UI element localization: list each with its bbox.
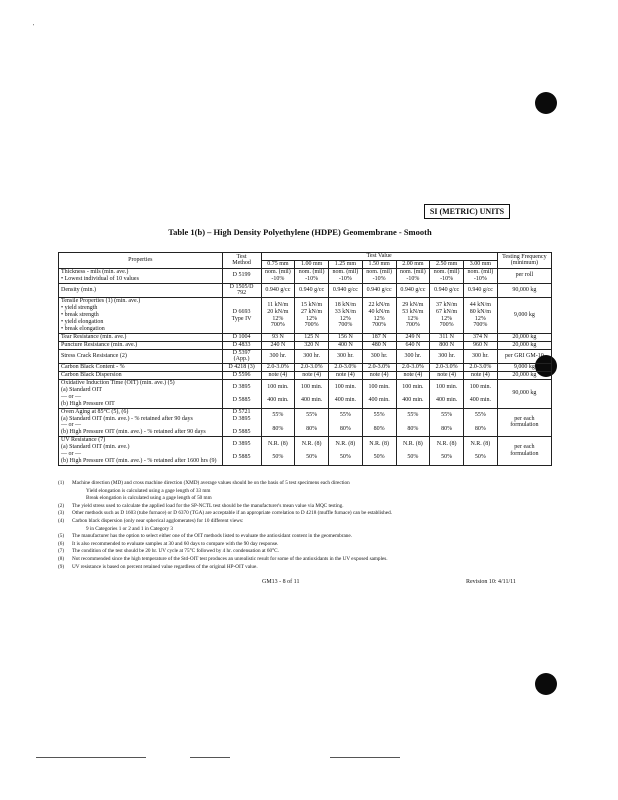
test-value-cell: 640 N xyxy=(396,341,430,349)
footnote-mark xyxy=(58,495,86,503)
corner-mark: ' xyxy=(33,24,35,30)
test-value-cell: 0.940 g/cc xyxy=(329,283,363,298)
test-value-cell: 2.0-3.0% xyxy=(329,364,363,372)
test-value-cell: 55% 80% xyxy=(261,408,295,437)
footnote-text: The manufacturer has the option to select either one of the OIT methods listed to evaluate the antioxidant content in the geomembrane. xyxy=(72,533,352,540)
test-value-cell: 100 min. 400 min. xyxy=(295,380,329,409)
test-value-cell: 311 N xyxy=(430,333,464,341)
test-value-cell: 0.940 g/cc xyxy=(295,283,329,298)
test-value-cell: 0.940 g/cc xyxy=(464,283,498,298)
test-value-cell: N.R. (8) 50% xyxy=(430,437,464,466)
test-value-cell: 29 kN/m 53 kN/m 12% 700% xyxy=(396,298,430,333)
footnote-text: The condition of the test should be 20 hr. UV cycle at 75°C followed by 4 hr. condensation at 60°C. xyxy=(72,548,279,555)
test-value-cell: note (4) xyxy=(464,372,498,380)
test-method-cell: D 5596 xyxy=(222,372,261,380)
header-thickness: 2.00 mm xyxy=(396,260,430,268)
table-row xyxy=(59,408,552,437)
test-value-cell: note (4) xyxy=(261,372,295,380)
page-label: GM13 - 8 of 11 xyxy=(262,579,300,585)
table-row xyxy=(59,372,552,380)
punch-hole-top xyxy=(535,92,557,114)
test-value-cell: 0.940 g/cc xyxy=(362,283,396,298)
header-row xyxy=(59,253,552,261)
property-cell: Tear Resistance (min. ave.) xyxy=(59,333,223,341)
footnote-text: Machine direction (MD) and cross machine direction (XMD) average values should be on the basis of 5 test specimens each direction xyxy=(72,480,350,486)
test-value-cell: nom. (mil) -10% xyxy=(464,268,498,283)
test-value-cell: 11 kN/m 20 kN/m 12% 700% xyxy=(261,298,295,333)
test-value-cell: N.R. (8) 50% xyxy=(329,437,363,466)
footnotes xyxy=(58,480,558,571)
test-value-cell: 0.940 g/cc xyxy=(261,283,295,298)
frequency-cell: per roll xyxy=(497,268,551,283)
footnote-text: It is also recommended to evaluate samples at 30 and 60 days to compare with the 90 day response. xyxy=(72,540,279,547)
test-method-cell: D 5397 (App.) xyxy=(222,349,261,364)
test-value-cell: 18 kN/m 33 kN/m 12% 700% xyxy=(329,298,363,333)
frequency-cell: 20,000 kg xyxy=(497,333,551,341)
frequency-cell: 20,000 kg xyxy=(497,372,551,380)
header-test-value: Test Value xyxy=(261,253,497,261)
punch-hole-bottom xyxy=(535,673,557,695)
test-value-cell: 300 hr. xyxy=(261,349,295,364)
property-cell: Thickness - mils (min. ave.) • Lowest individual of 10 values xyxy=(59,268,223,283)
footnote-mark: (1) xyxy=(58,480,65,486)
test-method-cell: D 3895 D 5885 xyxy=(222,380,261,409)
table-row xyxy=(59,341,552,349)
test-value-cell: 300 hr. xyxy=(430,349,464,364)
frequency-cell: 9,000 kg xyxy=(497,364,551,372)
test-value-cell: nom. (mil) -10% xyxy=(430,268,464,283)
property-cell: Puncture Resistance (min. ave.) xyxy=(59,341,223,349)
header-test-method: Test Method xyxy=(222,253,261,269)
table-row xyxy=(59,380,552,409)
test-value-cell: N.R. (8) 50% xyxy=(396,437,430,466)
test-value-cell: note (4) xyxy=(329,372,363,380)
test-method-cell: D 4833 xyxy=(222,341,261,349)
test-value-cell: 100 min. 400 min. xyxy=(430,380,464,409)
footnote xyxy=(58,480,558,488)
test-value-cell: 55% 80% xyxy=(295,408,329,437)
table-row xyxy=(59,364,552,372)
footnote-mark xyxy=(58,488,86,496)
table-row xyxy=(59,283,552,298)
footnote-text: Break elongation is calculated using a gage length of 50 mm xyxy=(86,495,212,502)
test-value-cell: N.R. (8) 50% xyxy=(464,437,498,466)
test-value-cell: N.R. (8) 50% xyxy=(295,437,329,466)
test-value-cell: 100 min. 400 min. xyxy=(261,380,295,409)
units-box: SI (METRIC) UNITS xyxy=(424,204,510,219)
spec-table xyxy=(58,252,552,466)
test-value-cell: 300 hr. xyxy=(295,349,329,364)
bottom-rule-right xyxy=(330,757,400,758)
footnote-text: Other methods such as D 1603 (tube furnace) or D 6370 (TGA) are acceptable if an appropriate correlation to D 4218 (muffle furnace) can be established. xyxy=(72,510,392,517)
test-value-cell: 93 N xyxy=(261,333,295,341)
frequency-cell: per each formulation xyxy=(497,408,551,437)
test-value-cell: 0.940 g/cc xyxy=(396,283,430,298)
footnote xyxy=(58,518,558,526)
header-thickness: 1.00 mm xyxy=(295,260,329,268)
footnote-text: The yield stress used to calculate the applied load for the SP-NCTL test should be the manufacturer's mean value via MQC testing. xyxy=(72,502,344,509)
spec-table-body xyxy=(59,268,552,465)
footnote xyxy=(58,533,558,541)
test-value-cell: 100 min. 400 min. xyxy=(329,380,363,409)
property-cell: Oxidative Induction Time (OIT) (min. ave.) (5) (a) Standard OIT — or — (b) High Pressure OIT xyxy=(59,380,223,409)
header-thickness: 1.25 mm xyxy=(329,260,363,268)
footnote-text: UV resistance is based on percent retained value regardless of the original HP-OIT value. xyxy=(72,563,258,570)
frequency-cell: per GRI GM-10 xyxy=(497,349,551,364)
test-value-cell: 55% 80% xyxy=(464,408,498,437)
frequency-cell: 9,000 kg xyxy=(497,298,551,333)
header-thickness: 2.50 mm xyxy=(430,260,464,268)
test-value-cell: nom. (mil) -10% xyxy=(329,268,363,283)
test-value-cell: 44 kN/m 80 kN/m 12% 700% xyxy=(464,298,498,333)
footnote xyxy=(58,510,558,518)
footnote xyxy=(58,556,558,564)
test-value-cell: 156 N xyxy=(329,333,363,341)
property-cell: Carbon Black Content - % xyxy=(59,364,223,372)
test-value-cell: 55% 80% xyxy=(329,408,363,437)
test-value-cell: note (4) xyxy=(295,372,329,380)
test-method-cell: D 6693 Type IV xyxy=(222,298,261,333)
test-value-cell: N.R. (8) 50% xyxy=(362,437,396,466)
test-value-cell: note (4) xyxy=(362,372,396,380)
test-value-cell: 374 N xyxy=(464,333,498,341)
footnote-mark: (7) xyxy=(58,548,65,555)
test-value-cell: 0.940 g/cc xyxy=(430,283,464,298)
test-value-cell: note (4) xyxy=(396,372,430,380)
test-value-cell: 100 min. 400 min. xyxy=(396,380,430,409)
footnote-mark: (8) xyxy=(58,555,65,562)
revision-label: Revision 10: 4/11/11 xyxy=(466,579,516,585)
test-method-cell: D 5199 xyxy=(222,268,261,283)
table-row xyxy=(59,268,552,283)
test-value-cell: 2.0-3.0% xyxy=(396,364,430,372)
footnote-mark: (2) xyxy=(58,502,65,509)
footnote-mark: (3) xyxy=(58,510,65,517)
test-value-cell: 300 hr. xyxy=(362,349,396,364)
frequency-cell: 90,000 kg xyxy=(497,380,551,409)
footnote-mark: (9) xyxy=(58,563,65,570)
bottom-rule-left xyxy=(36,757,146,758)
header-thickness: 0.75 mm xyxy=(261,260,295,268)
test-value-cell: 480 N xyxy=(362,341,396,349)
table-row xyxy=(59,349,552,364)
test-value-cell: 300 hr. xyxy=(329,349,363,364)
footnote-text: Yield elongation is calculated using a gage length of 33 mm xyxy=(86,487,211,494)
test-value-cell: N.R. (8) 50% xyxy=(261,437,295,466)
footnote-mark: (5) xyxy=(58,533,65,540)
test-value-cell: 100 min. 400 min. xyxy=(362,380,396,409)
footnote-mark: (4) xyxy=(58,517,65,524)
test-value-cell: 22 kN/m 40 kN/m 12% 700% xyxy=(362,298,396,333)
header-thickness: 1.50 mm xyxy=(362,260,396,268)
property-cell: Density (min.) xyxy=(59,283,223,298)
table-title: Table 1(b) – High Density Polyethylene (HDPE) Geomembrane - Smooth xyxy=(168,227,432,237)
test-method-cell: D 1004 xyxy=(222,333,261,341)
test-method-cell: D 1505/D 792 xyxy=(222,283,261,298)
property-cell: Carbon Black Dispersion xyxy=(59,372,223,380)
footnote-text: 9 in Categories 1 or 2 and 1 in Category 3 xyxy=(86,525,174,532)
property-cell: Tensile Properties (1) (min. ave.) • yield strength • break strength • yield elongation • break elongation xyxy=(59,298,223,333)
header-testing-frequency: Testing Frequency (minimum) xyxy=(497,253,551,269)
test-value-cell: 800 N xyxy=(430,341,464,349)
test-value-cell: 125 N xyxy=(295,333,329,341)
footnote xyxy=(58,495,558,503)
test-value-cell: 240 N xyxy=(261,341,295,349)
test-value-cell: 55% 80% xyxy=(362,408,396,437)
test-value-cell: 300 hr. xyxy=(464,349,498,364)
test-value-cell: 15 kN/m 27 kN/m 12% 700% xyxy=(295,298,329,333)
test-value-cell: 320 N xyxy=(295,341,329,349)
table-row xyxy=(59,437,552,466)
frequency-cell: 20,000 kg xyxy=(497,341,551,349)
test-value-cell: 2.0-3.0% xyxy=(464,364,498,372)
footnote xyxy=(58,548,558,556)
test-value-cell: 300 hr. xyxy=(396,349,430,364)
footnote xyxy=(58,564,558,572)
footnote-text: Carbon black dispersion (only near spherical agglomerates) for 10 different views: xyxy=(72,517,244,524)
header-properties: Properties xyxy=(59,253,223,269)
test-value-cell: 249 N xyxy=(396,333,430,341)
test-value-cell: 2.0-3.0% xyxy=(362,364,396,372)
test-method-cell: D 3895 D 5885 xyxy=(222,437,261,466)
property-cell: Stress Crack Resistance (2) xyxy=(59,349,223,364)
footnote-text: Not recommended since the high temperature of the Std-OIT test produces an unrealistic result for some of the antioxidants in the UV exposed samples. xyxy=(72,555,388,562)
test-value-cell: note (4) xyxy=(430,372,464,380)
test-value-cell: 100 min. 400 min. xyxy=(464,380,498,409)
table-row xyxy=(59,333,552,341)
property-cell: Oven Aging at 85°C (5), (6) (a) Standard OIT (min. ave.) - % retained after 90 days — or — (b) High Pressure OIT (min. ave.) - % retained after 90 days xyxy=(59,408,223,437)
test-value-cell: 187 N xyxy=(362,333,396,341)
test-value-cell: 2.0-3.0% xyxy=(261,364,295,372)
test-method-cell: D 4218 (3) xyxy=(222,364,261,372)
test-value-cell: 2.0-3.0% xyxy=(430,364,464,372)
test-value-cell: 400 N xyxy=(329,341,363,349)
test-value-cell: 55% 80% xyxy=(396,408,430,437)
frequency-cell: 90,000 kg xyxy=(497,283,551,298)
test-method-cell: D 5721 D 3895 D 5885 xyxy=(222,408,261,437)
header-thickness: 3.00 mm xyxy=(464,260,498,268)
test-value-cell: nom. (mil) -10% xyxy=(362,268,396,283)
test-value-cell: 2.0-3.0% xyxy=(295,364,329,372)
footnote-mark: (6) xyxy=(58,540,65,547)
test-value-cell: nom. (mil) -10% xyxy=(396,268,430,283)
test-value-cell: nom. (mil) -10% xyxy=(295,268,329,283)
test-value-cell: 37 kN/m 67 kN/m 12% 700% xyxy=(430,298,464,333)
property-cell: UV Resistance (7) (a) Standard OIT (min. ave.) — or — (b) High Pressure OIT (min. ave.) - % retained after 1600 hrs (9) xyxy=(59,437,223,466)
test-value-cell: 55% 80% xyxy=(430,408,464,437)
test-value-cell: nom. (mil) -10% xyxy=(261,268,295,283)
frequency-cell: per each formulation xyxy=(497,437,551,466)
table-row xyxy=(59,298,552,333)
test-value-cell: 960 N xyxy=(464,341,498,349)
bottom-rule-mid xyxy=(190,757,230,758)
